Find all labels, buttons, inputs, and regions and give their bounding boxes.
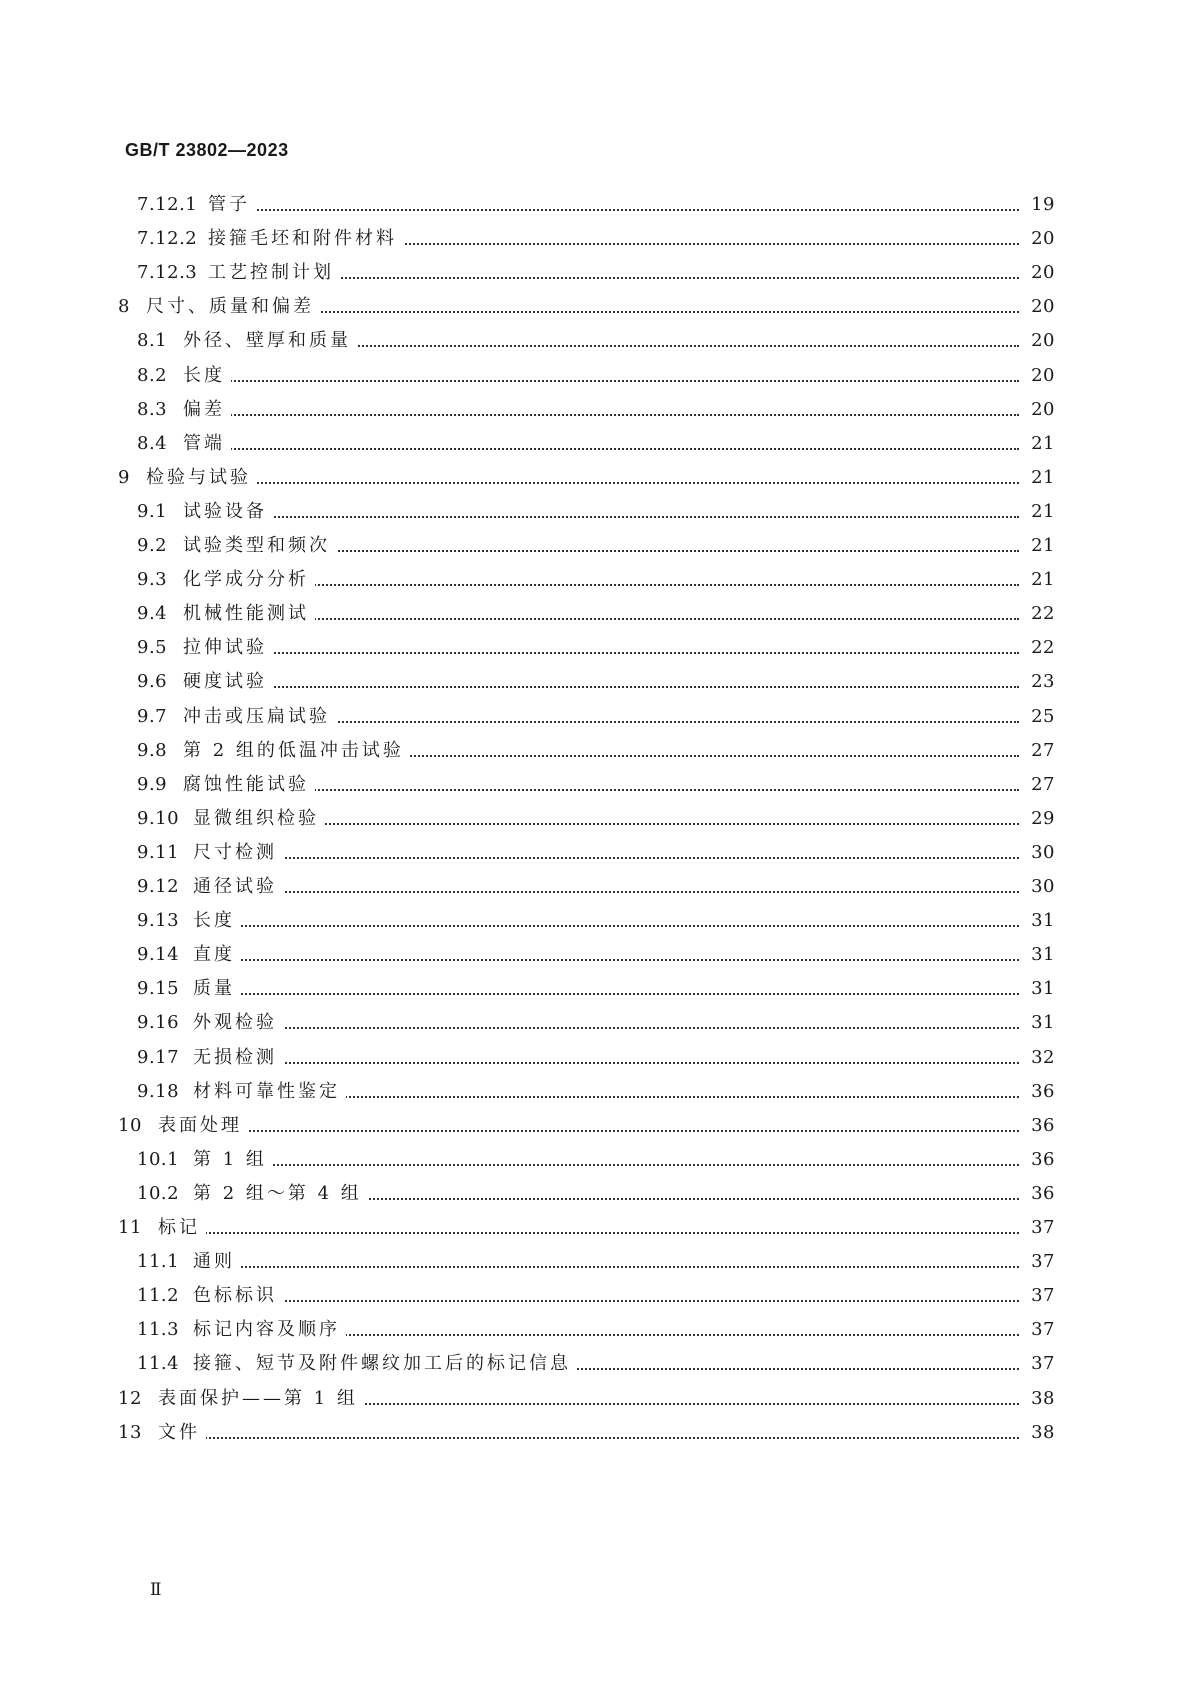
toc-entry[interactable] (0, 667, 1191, 697)
toc-entry-number: 7.12.2 (137, 228, 198, 250)
toc-entry-title: 表面处理 (158, 1111, 248, 1141)
toc-entry-page: 21 (1023, 531, 1055, 561)
toc-entry-page: 31 (1023, 974, 1055, 1004)
toc-entry[interactable] (0, 565, 1191, 595)
toc-entry-number: 9.6 (137, 671, 168, 693)
toc-entry[interactable] (0, 326, 1191, 356)
toc-leader-dots (193, 925, 1019, 927)
toc-entry-page: 20 (1023, 224, 1055, 254)
toc-entry[interactable] (0, 429, 1191, 459)
toc-leader-dots (193, 891, 1019, 893)
toc-entry[interactable] (0, 599, 1191, 629)
toc-entry-page: 36 (1023, 1179, 1055, 1209)
toc-leader-dots (183, 448, 1019, 450)
toc-entry-page: 25 (1023, 702, 1055, 732)
toc-entry-number: 9.8 (137, 739, 168, 761)
toc-entry[interactable] (0, 361, 1191, 391)
toc-entry-title: 显微组织检验 (193, 804, 325, 834)
toc-entry[interactable] (0, 633, 1191, 663)
toc-entry[interactable] (0, 736, 1191, 766)
toc-entry-page: 27 (1023, 736, 1055, 766)
toc-entry[interactable] (0, 838, 1191, 868)
toc-entry-number: 9.15 (137, 978, 180, 1000)
toc-entry-page: 31 (1023, 1008, 1055, 1038)
toc-entry-title: 表面保护——第 1 组 (158, 1384, 364, 1414)
standard-code-header: GB/T 23802—2023 (125, 140, 289, 160)
toc-entry-number: 7.12.1 (137, 194, 198, 215)
toc-entry-number: 11 (118, 1217, 142, 1238)
toc-entry[interactable] (0, 531, 1191, 561)
toc-entry-page: 22 (1023, 633, 1055, 663)
toc-entry-number: 9.4 (137, 603, 168, 625)
toc-entry[interactable] (0, 463, 1191, 493)
toc-entry-title: 硬度试验 (183, 667, 273, 697)
toc-entry[interactable] (0, 1077, 1191, 1107)
toc-leader-dots (146, 482, 1019, 484)
toc-entry[interactable] (0, 1315, 1191, 1345)
toc-entry-page: 37 (1023, 1315, 1055, 1345)
toc-entry-number: 9.14 (137, 944, 180, 966)
toc-entry-title: 冲击或压扁试验 (183, 702, 336, 732)
toc-leader-dots (193, 1266, 1019, 1268)
toc-entry-page: 20 (1023, 361, 1055, 391)
toc-entry-title: 机械性能测试 (183, 599, 315, 629)
toc-leader-dots (193, 1300, 1019, 1302)
toc-entry-title: 标记 (158, 1213, 206, 1243)
toc-entry-number: 9.2 (137, 535, 168, 556)
toc-entry-title: 化学成分分析 (183, 565, 315, 595)
toc-entry-number: 13 (118, 1421, 142, 1443)
toc-entry[interactable] (0, 224, 1191, 254)
toc-leader-dots (183, 686, 1019, 688)
toc-entry-page: 37 (1023, 1247, 1055, 1277)
toc-entry[interactable] (0, 1145, 1191, 1175)
toc-entry-title: 管端 (183, 429, 231, 459)
toc-entry[interactable] (0, 1247, 1191, 1277)
toc-entry-number: 11.4 (137, 1353, 180, 1375)
toc-entry[interactable] (0, 1384, 1191, 1414)
toc-entry-page: 30 (1023, 872, 1055, 902)
toc-entry-number: 7.12.3 (137, 262, 198, 284)
toc-entry-title: 偏差 (183, 395, 231, 425)
toc-entry-page: 21 (1023, 565, 1055, 595)
toc-entry-page: 36 (1023, 1077, 1055, 1107)
toc-entry-page: 30 (1023, 838, 1055, 868)
toc-entry-page: 21 (1023, 463, 1055, 493)
toc-entry[interactable] (0, 872, 1191, 902)
toc-entry-page: 21 (1023, 497, 1055, 527)
toc-entry-title: 接箍、短节及附件螺纹加工后的标记信息 (193, 1349, 577, 1379)
page-number: Ⅱ (150, 1580, 162, 1599)
toc-leader-dots (193, 1164, 1019, 1166)
toc-entry[interactable] (0, 940, 1191, 970)
toc-entry[interactable] (0, 974, 1191, 1004)
toc-entry-title: 外径、壁厚和质量 (183, 326, 357, 356)
toc-entry-page: 38 (1023, 1418, 1055, 1448)
toc-entry-number: 8.3 (137, 398, 168, 420)
toc-entry[interactable] (0, 804, 1191, 834)
toc-leader-dots (158, 1130, 1019, 1132)
toc-entry[interactable] (0, 395, 1191, 425)
toc-entry-number: 12 (118, 1387, 142, 1409)
toc-entry[interactable] (0, 1179, 1191, 1209)
toc-entry-title: 外观检验 (193, 1008, 283, 1038)
toc-entry-page: 19 (1023, 190, 1055, 220)
toc-entry-number: 9.7 (137, 705, 168, 727)
toc-entry-number: 9.1 (137, 500, 168, 522)
toc-entry-title: 第 2 组～第 4 组 (193, 1179, 368, 1209)
toc-entry-title: 接箍毛坯和附件材料 (208, 224, 403, 254)
toc-entry-page: 37 (1023, 1281, 1055, 1311)
toc-entry-number: 8.2 (137, 364, 168, 386)
toc-entry-title: 直度 (193, 940, 241, 970)
toc-entry[interactable] (0, 702, 1191, 732)
toc-entry[interactable] (0, 1111, 1191, 1141)
toc-entry-number: 9.18 (137, 1080, 180, 1102)
toc-entry[interactable] (0, 292, 1191, 322)
toc-entry[interactable] (0, 1281, 1191, 1311)
toc-leader-dots (183, 652, 1019, 654)
toc-leader-dots (183, 414, 1019, 416)
toc-entry-title: 工艺控制计划 (208, 258, 340, 288)
toc-entry-number: 9.9 (137, 773, 168, 795)
toc-entry-title: 试验类型和频次 (183, 531, 336, 561)
toc-entry-title: 材料可靠性鉴定 (193, 1077, 346, 1107)
toc-entry-page: 38 (1023, 1384, 1055, 1414)
toc-leader-dots (208, 209, 1019, 211)
toc-entry-title: 腐蚀性能试验 (183, 770, 315, 800)
toc-leader-dots (183, 380, 1019, 382)
toc-entry-title: 通则 (193, 1247, 241, 1277)
toc-entry-number: 8 (118, 296, 130, 318)
toc-entry-title: 通径试验 (193, 872, 283, 902)
toc-entry-title: 第 1 组 (193, 1145, 273, 1175)
toc-entry[interactable] (0, 1418, 1191, 1448)
toc-entry-title: 检验与试验 (146, 463, 257, 493)
toc-entry-title: 长度 (193, 906, 241, 936)
toc-entry-title: 文件 (158, 1418, 206, 1448)
toc-entry-page: 27 (1023, 770, 1055, 800)
toc-leader-dots (183, 516, 1019, 518)
toc-leader-dots (193, 1027, 1019, 1029)
toc-entry-number: 9.5 (137, 637, 168, 659)
toc-entry-title: 标记内容及顺序 (193, 1315, 346, 1345)
toc-entry-number: 9.17 (137, 1046, 180, 1068)
toc-entry[interactable] (0, 1349, 1191, 1379)
toc-entry-number: 9 (118, 466, 130, 488)
toc-entry-title: 色标标识 (193, 1281, 283, 1311)
toc-entry-title: 无损检测 (193, 1043, 283, 1073)
toc-entry-page: 22 (1023, 599, 1055, 629)
toc-entry-page: 36 (1023, 1145, 1055, 1175)
toc-entry-number: 9.10 (137, 807, 180, 829)
toc-entry-page: 21 (1023, 429, 1055, 459)
toc-entry-number: 8.1 (137, 330, 168, 352)
toc-entry-number: 10.1 (137, 1148, 180, 1170)
toc-entry-title: 拉伸试验 (183, 633, 273, 663)
toc-entry-number: 10 (118, 1114, 142, 1136)
toc-entry-number: 9.11 (137, 841, 180, 863)
toc-entry[interactable] (0, 770, 1191, 800)
toc-entry-number: 8.4 (137, 432, 168, 454)
toc-leader-dots (158, 1232, 1019, 1234)
toc-entry[interactable] (0, 906, 1191, 936)
toc-leader-dots (193, 993, 1019, 995)
toc-entry-page: 20 (1023, 292, 1055, 322)
toc-entry-title: 试验设备 (183, 497, 273, 527)
toc-entry-title: 尺寸检测 (193, 838, 283, 868)
toc-entry-title: 尺寸、质量和偏差 (146, 292, 320, 322)
toc-entry-title: 第 2 组的低温冲击试验 (183, 736, 410, 766)
toc-entry[interactable] (0, 258, 1191, 288)
toc-entry[interactable] (0, 497, 1191, 527)
toc-leader-dots (193, 1062, 1019, 1064)
toc-entry-number: 9.12 (137, 876, 180, 897)
toc-entry-number: 11.3 (137, 1319, 180, 1341)
toc-entry-page: 20 (1023, 326, 1055, 356)
toc-entry-page: 31 (1023, 906, 1055, 936)
toc-entry-number: 10.2 (137, 1182, 180, 1204)
toc-entry-number: 9.3 (137, 569, 168, 591)
toc-entry-title: 质量 (193, 974, 241, 1004)
toc-entry-page: 37 (1023, 1349, 1055, 1379)
toc-entry-page: 20 (1023, 395, 1055, 425)
toc-leader-dots (158, 1437, 1019, 1439)
toc-entry-title: 管子 (208, 190, 256, 220)
toc-entry-page: 23 (1023, 667, 1055, 697)
toc-entry-number: 9.16 (137, 1012, 180, 1034)
toc-entry[interactable] (0, 1008, 1191, 1038)
toc-entry-page: 36 (1023, 1111, 1055, 1141)
toc-entry-number: 11.1 (137, 1251, 180, 1273)
toc-entry[interactable] (0, 1213, 1191, 1243)
toc-entry-number: 9.13 (137, 910, 180, 932)
toc-entry[interactable] (0, 1043, 1191, 1073)
toc-leader-dots (193, 857, 1019, 859)
toc-entry-page: 32 (1023, 1043, 1055, 1073)
toc-entry-page: 20 (1023, 258, 1055, 288)
toc-entry-page: 37 (1023, 1213, 1055, 1243)
toc-leader-dots (193, 959, 1019, 961)
toc-entry-page: 29 (1023, 804, 1055, 834)
toc-entry[interactable] (0, 190, 1191, 220)
toc-entry-title: 长度 (183, 361, 231, 391)
toc-entry-page: 31 (1023, 940, 1055, 970)
toc-entry-number: 11.2 (137, 1285, 180, 1307)
